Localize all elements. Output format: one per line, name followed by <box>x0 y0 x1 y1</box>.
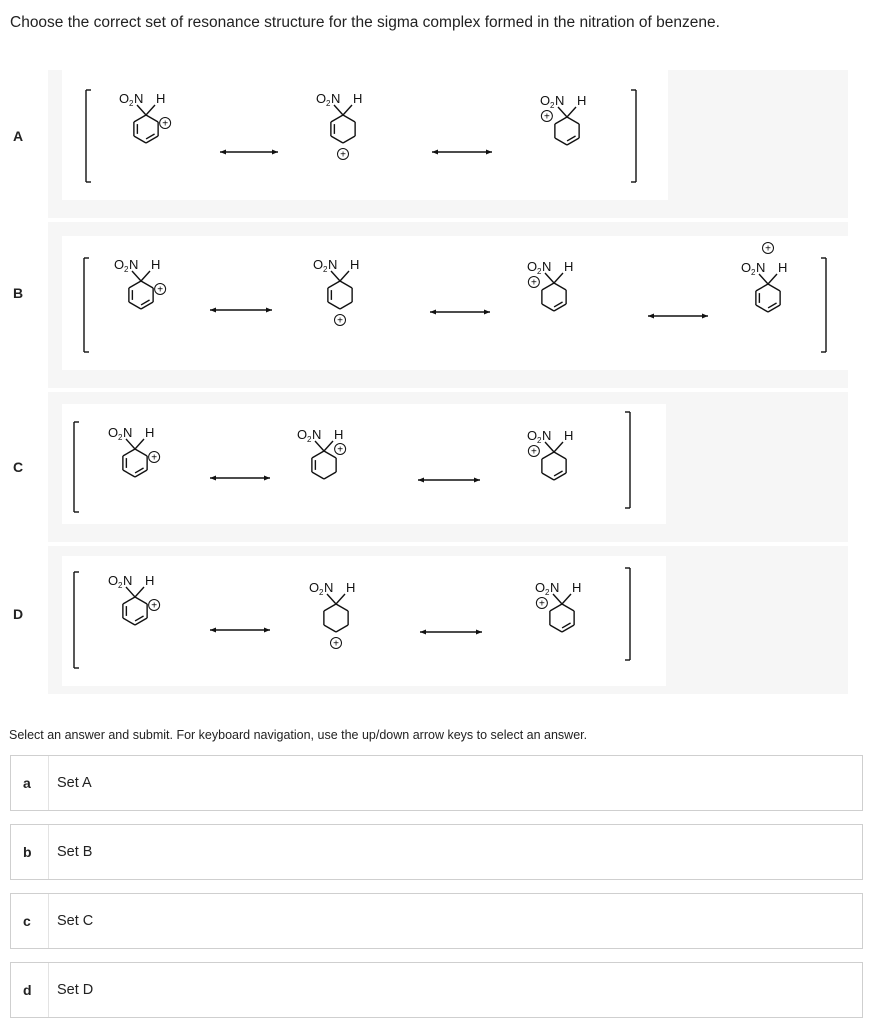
nitro-o-label: O <box>527 259 538 274</box>
nitro-o-label: O <box>309 580 320 595</box>
option-b-letter: b <box>23 844 32 860</box>
nitro-o-label: O <box>108 573 119 588</box>
ring-a1-bond <box>134 115 146 122</box>
positive-charge-symbol: + <box>340 149 346 161</box>
ring-c2-bond <box>312 472 324 479</box>
ring-d3-c-n-bond <box>553 594 562 604</box>
nitro-n-label: N <box>555 93 565 108</box>
nitro-n-label: N <box>324 580 334 595</box>
ring-a1-c-n-bond <box>137 105 146 115</box>
option-b[interactable] <box>10 824 863 880</box>
arrowhead-right <box>484 310 490 315</box>
ring-b3-c-h-bond <box>554 273 563 283</box>
positive-charge-symbol: + <box>162 118 169 130</box>
nitro-subscript: 2 <box>319 588 324 597</box>
option-c-label: Set C <box>57 913 94 929</box>
nitro-n-label: N <box>123 425 133 440</box>
ring-d3-c-h-bond <box>562 594 571 604</box>
option-d-letter: d <box>23 982 32 998</box>
row-label-c: C <box>13 459 24 475</box>
positive-charge-symbol: + <box>157 284 164 296</box>
ring-a3-bond <box>567 117 579 124</box>
nitro-subscript: 2 <box>537 436 542 445</box>
ring-c3-c-h-bond <box>554 442 563 452</box>
nitro-o-label: O <box>527 428 538 443</box>
arrowhead-right <box>272 150 278 155</box>
arrowhead-right <box>266 308 272 313</box>
nitro-subscript: 2 <box>129 99 134 108</box>
arrowhead-left <box>210 628 216 633</box>
ring-c3-bond <box>542 452 554 459</box>
positive-charge-symbol: + <box>337 315 343 327</box>
ring-b1-c-n-bond <box>132 271 141 281</box>
h-label: H <box>151 257 161 272</box>
ring-c1-bond <box>123 470 135 477</box>
ring-a2-c-n-bond <box>334 105 343 115</box>
nitro-subscript: 2 <box>124 265 129 274</box>
ring-b3-bond <box>554 283 566 290</box>
arrowhead-left <box>210 476 216 481</box>
option-a-divider <box>48 756 49 810</box>
ring-a1-c-h-bond <box>146 105 155 115</box>
positive-charge-symbol: + <box>151 600 158 612</box>
ring-d1-bond <box>135 597 147 604</box>
h-label: H <box>353 91 363 106</box>
nitro-n-label: N <box>756 260 766 275</box>
arrowhead-right <box>702 314 708 319</box>
nitro-subscript: 2 <box>537 267 542 276</box>
nitro-subscript: 2 <box>326 99 331 108</box>
ring-b3-c-n-bond <box>545 273 554 283</box>
option-d[interactable] <box>10 962 863 1018</box>
nitro-o-label: O <box>114 257 125 272</box>
nitro-o-label: O <box>540 93 551 108</box>
ring-b2-bond <box>328 302 340 309</box>
ring-d3-bond <box>550 625 562 632</box>
option-b-divider <box>48 825 49 879</box>
nitro-subscript: 2 <box>118 581 123 590</box>
nitro-n-label: N <box>123 573 133 588</box>
ring-d2-bond <box>336 604 348 611</box>
ring-d1-c-h-bond <box>135 587 144 597</box>
positive-charge-symbol: + <box>151 452 158 464</box>
ring-d2-c-n-bond <box>327 594 336 604</box>
arrowhead-left <box>420 630 426 635</box>
h-label: H <box>156 91 166 106</box>
option-c-letter: c <box>23 913 31 929</box>
arrowhead-right <box>264 628 270 633</box>
instruction-text: Select an answer and submit. For keyboard navigation, use the up/down arrow keys to select an answer. <box>9 728 588 742</box>
option-c[interactable] <box>10 893 863 949</box>
arrowhead-left <box>210 308 216 313</box>
h-label: H <box>145 573 155 588</box>
h-label: H <box>346 580 356 595</box>
ring-a2-bond <box>343 136 355 143</box>
h-label: H <box>577 93 587 108</box>
ring-b1-bond <box>141 302 153 309</box>
nitro-subscript: 2 <box>545 588 550 597</box>
arrowhead-right <box>476 630 482 635</box>
ring-d2-bond <box>324 625 336 632</box>
nitro-subscript: 2 <box>550 101 555 110</box>
positive-charge-symbol: + <box>530 446 537 458</box>
ring-c1-c-n-bond <box>126 439 135 449</box>
arrowhead-left <box>220 150 226 155</box>
positive-charge-symbol: + <box>538 598 545 610</box>
ring-b2-c-n-bond <box>331 271 340 281</box>
ring-a3-bond <box>567 138 579 145</box>
ring-d2-c-h-bond <box>336 594 345 604</box>
ring-c1-c-h-bond <box>135 439 144 449</box>
ring-a2-c-h-bond <box>343 105 352 115</box>
ring-b4-bond <box>756 305 768 312</box>
positive-charge-symbol: + <box>337 444 344 456</box>
h-label: H <box>564 259 574 274</box>
nitro-o-label: O <box>316 91 327 106</box>
option-c-divider <box>48 894 49 948</box>
ring-a3-bond <box>555 138 567 145</box>
h-label: H <box>564 428 574 443</box>
h-label: H <box>778 260 788 275</box>
nitro-n-label: N <box>542 428 552 443</box>
nitro-n-label: N <box>129 257 139 272</box>
ring-b4-bond <box>768 305 780 312</box>
arrowhead-left <box>432 150 438 155</box>
nitro-o-label: O <box>741 260 752 275</box>
nitro-subscript: 2 <box>751 268 756 277</box>
h-label: H <box>572 580 582 595</box>
row-label-b: B <box>13 285 24 301</box>
ring-a3-bond <box>555 117 567 124</box>
ring-c3-c-n-bond <box>545 442 554 452</box>
ring-a2-bond <box>331 136 343 143</box>
ring-c2-bond <box>324 472 336 479</box>
positive-charge-symbol: + <box>765 243 771 255</box>
nitro-n-label: N <box>550 580 560 595</box>
ring-d1-bond <box>135 618 147 625</box>
ring-b1-bond <box>129 281 141 288</box>
nitro-o-label: O <box>535 580 546 595</box>
ring-d1-bond <box>123 618 135 625</box>
ring-a1-bond <box>134 136 146 143</box>
ring-c3-bond <box>554 473 566 480</box>
ring-a3-c-h-bond <box>567 107 576 117</box>
ring-d1-c-n-bond <box>126 587 135 597</box>
arrowhead-right <box>474 478 480 483</box>
option-d-label: Set D <box>57 982 94 998</box>
ring-a2-bond <box>343 115 355 122</box>
nitro-subscript: 2 <box>118 433 123 442</box>
ring-b4-bond <box>756 284 768 291</box>
option-a[interactable] <box>10 755 863 811</box>
ring-d3-bond <box>562 625 574 632</box>
ring-b3-bond <box>542 304 554 311</box>
nitro-n-label: N <box>331 91 341 106</box>
ring-c2-bond <box>312 451 324 458</box>
nitro-o-label: O <box>313 257 324 272</box>
nitro-n-label: N <box>134 91 144 106</box>
ring-b2-bond <box>340 281 352 288</box>
positive-charge-symbol: + <box>530 277 537 289</box>
ring-a1-bond <box>146 115 158 122</box>
ring-b4-c-n-bond <box>759 274 768 284</box>
row-label-a: A <box>13 128 24 144</box>
nitro-o-label: O <box>297 427 308 442</box>
ring-d3-bond <box>550 604 562 611</box>
ring-d2-bond <box>324 604 336 611</box>
ring-b3-bond <box>554 304 566 311</box>
ring-b4-c-h-bond <box>768 274 777 284</box>
row-label-d: D <box>13 606 24 622</box>
ring-a1-bond <box>146 136 158 143</box>
arrowhead-right <box>264 476 270 481</box>
ring-d3-bond <box>562 604 574 611</box>
ring-b3-bond <box>542 283 554 290</box>
ring-d1-bond <box>123 597 135 604</box>
ring-b2-bond <box>328 281 340 288</box>
option-d-divider <box>48 963 49 1017</box>
ring-b2-c-h-bond <box>340 271 349 281</box>
nitro-n-label: N <box>542 259 552 274</box>
ring-a2-bond <box>331 115 343 122</box>
option-b-label: Set B <box>57 844 93 860</box>
h-label: H <box>145 425 155 440</box>
ring-c2-bond <box>324 451 336 458</box>
h-label: H <box>334 427 344 442</box>
ring-c1-bond <box>135 449 147 456</box>
nitro-subscript: 2 <box>307 435 312 444</box>
option-a-label: Set A <box>57 775 92 791</box>
ring-c2-c-n-bond <box>315 441 324 451</box>
ring-c1-bond <box>135 470 147 477</box>
ring-d2-bond <box>336 625 348 632</box>
ring-a3-c-n-bond <box>558 107 567 117</box>
option-a-letter: a <box>23 775 31 791</box>
nitro-n-label: N <box>328 257 338 272</box>
positive-charge-symbol: + <box>333 638 339 650</box>
nitro-n-label: N <box>312 427 322 442</box>
nitro-subscript: 2 <box>323 265 328 274</box>
arrowhead-right <box>486 150 492 155</box>
arrowhead-left <box>418 478 424 483</box>
nitro-o-label: O <box>108 425 119 440</box>
ring-c3-bond <box>542 473 554 480</box>
ring-c2-c-h-bond <box>324 441 333 451</box>
arrowhead-left <box>430 310 436 315</box>
nitro-o-label: O <box>119 91 130 106</box>
ring-c3-bond <box>554 452 566 459</box>
h-label: H <box>350 257 360 272</box>
ring-b2-bond <box>340 302 352 309</box>
ring-c1-bond <box>123 449 135 456</box>
ring-b1-bond <box>141 281 153 288</box>
ring-b4-bond <box>768 284 780 291</box>
question-text: Choose the correct set of resonance structure for the sigma complex formed in the nitration of benzene. <box>10 14 720 31</box>
ring-b1-bond <box>129 302 141 309</box>
arrowhead-left <box>648 314 654 319</box>
ring-b1-c-h-bond <box>141 271 150 281</box>
positive-charge-symbol: + <box>543 111 550 123</box>
